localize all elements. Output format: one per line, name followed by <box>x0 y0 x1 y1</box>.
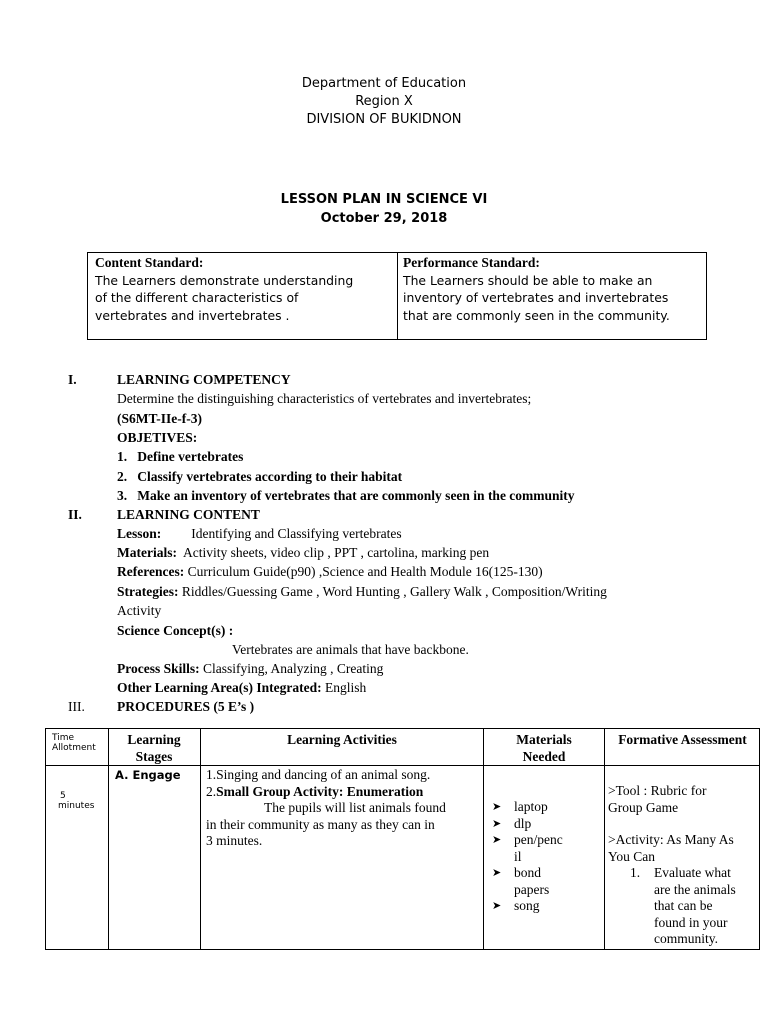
assessment-item-line: are the animals <box>654 881 736 897</box>
references-row <box>117 564 543 580</box>
materials-list-item: ➤ pen/penc <box>492 832 563 847</box>
assessment-tool-line: >Tool : Rubric for <box>608 783 707 798</box>
assessment-tool-line: Group Game <box>608 799 679 815</box>
lesson-label: Lesson: <box>117 526 162 541</box>
assessment-activity-line: You Can <box>608 848 656 864</box>
header-materials-line: Needed <box>522 748 566 764</box>
content-standard-line: of the different characteristics of <box>95 290 299 305</box>
materials-label: Materials: <box>117 545 177 560</box>
objective-number: 2. <box>117 469 128 484</box>
strategies-continuation: Activity <box>117 603 162 618</box>
activity-line: 3 minutes. <box>206 833 263 848</box>
materials-list-item: ➤ dlp <box>492 815 532 831</box>
competency-text: Determine the distinguishing characteristics of vertebrates and invertebrates; <box>117 391 532 406</box>
header-stages-line: Stages <box>135 748 173 764</box>
section-number: III. <box>68 699 85 714</box>
science-concept-label: Science Concept(s) : <box>117 623 234 638</box>
materials-list-item-continued: papers <box>514 881 550 897</box>
header-department: Department of Education <box>301 76 467 91</box>
section-title-procedures: PROCEDURES (5 E’s ) <box>117 699 255 714</box>
assessment-activity-line: >Activity: As Many As <box>608 832 734 847</box>
activity-title: Small Group Activity: Enumeration <box>216 783 424 799</box>
objective-number: 3. <box>117 488 128 503</box>
materials-list <box>486 799 602 915</box>
performance-standard-line: that are commonly seen in the community. <box>403 307 670 323</box>
process-skills-row <box>117 661 383 677</box>
standards-table <box>87 252 707 340</box>
objective-text: Make an inventory of vertebrates that are commonly seen in the community <box>137 488 575 503</box>
header-region: Region X <box>355 94 413 109</box>
section-title-content: LEARNING CONTENT <box>117 507 260 522</box>
strategies-value: Riddles/Guessing Game , Word Hunting , Gallery Walk , Composition/Writing <box>181 584 607 599</box>
performance-standard-line: inventory of vertebrates and invertebrates <box>403 290 669 305</box>
activity-line: 1.Singing and dancing of an animal song. <box>206 767 431 782</box>
stage-engage: A. Engage <box>115 768 181 782</box>
header-formative-assessment: Formative Assessment <box>618 732 747 747</box>
materials-row <box>117 545 489 561</box>
other-areas-row <box>117 680 366 696</box>
materials-list-item: ➤ bond <box>492 865 541 880</box>
materials-list-item: ➤ laptop <box>492 799 548 814</box>
header-time-allotment <box>52 733 96 753</box>
assessment-item-line: that can be <box>654 898 713 913</box>
section-number: I. <box>68 372 77 387</box>
objective-item <box>117 469 402 485</box>
activity-line <box>206 784 481 801</box>
assessment-item-line: found in your <box>654 914 728 930</box>
lesson-date: October 29, 2018 <box>320 211 448 226</box>
activity-number: 2. <box>206 783 217 799</box>
header-division: DIVISION OF BUKIDNON <box>306 112 462 127</box>
lesson-value: Identifying and Classifying vertebrates <box>191 526 402 541</box>
objectives-label: OBJETIVES: <box>117 430 198 445</box>
content-standard-line: The Learners demonstrate understanding <box>95 272 354 288</box>
header-materials-line: Materials <box>516 732 572 747</box>
performance-standard-heading: Performance Standard: <box>403 255 540 270</box>
content-standard-heading: Content Standard: <box>95 255 204 270</box>
references-value: Curriculum Guide(p90) ,Science and Health Module 16(125-130) <box>187 564 543 579</box>
science-concept-value: Vertebrates are animals that have backbone. <box>232 642 469 657</box>
performance-standard-cell <box>403 254 703 324</box>
assessment-item-line: Evaluate what <box>654 865 731 880</box>
header-time-line: Allotment <box>52 743 96 753</box>
header-learning-stages <box>109 732 199 765</box>
materials-list-item-continued: il <box>514 848 522 864</box>
objective-text: Define vertebrates <box>137 449 244 464</box>
lesson-row <box>117 526 402 542</box>
process-skills-value: Classifying, Analyzing , Creating <box>203 661 384 676</box>
standards-divider <box>397 253 398 339</box>
objective-item <box>117 488 575 504</box>
header-materials-needed <box>484 732 604 765</box>
materials-list-item: ➤ song <box>492 898 540 913</box>
time-allotment-value <box>58 791 94 811</box>
process-skills-label: Process Skills: <box>117 661 200 676</box>
references-label: References: <box>117 564 185 579</box>
performance-standard-line: The Learners should be able to make an <box>403 272 653 288</box>
objective-number: 1. <box>117 449 128 464</box>
activity-line: The pupils will list animals found <box>264 800 446 815</box>
assessment-item <box>608 865 758 948</box>
procedures-table <box>45 728 760 950</box>
section-number: II. <box>68 507 82 522</box>
assessment-cell <box>608 783 758 948</box>
time-allotment-unit: minutes <box>58 801 95 811</box>
content-standard-line: vertebrates and invertebrates . <box>95 307 290 323</box>
header-row-divider <box>46 765 759 766</box>
content-standard-cell <box>95 254 393 324</box>
assessment-item-line: community. <box>654 931 718 946</box>
arrow-bullet-icon: ➤ <box>492 817 502 830</box>
competency-code: (S6MT-IIe-f-3) <box>117 411 202 426</box>
materials-value: Activity sheets, video clip , PPT , cartolina, marking pen <box>183 545 490 560</box>
arrow-bullet-icon: ➤ <box>492 834 502 846</box>
section-title-competency: LEARNING COMPETENCY <box>117 372 291 387</box>
objective-item <box>117 449 243 465</box>
strategies-row <box>117 584 607 600</box>
activity-line: in their community as many as they can in <box>206 816 435 832</box>
assessment-item-number: 1. <box>630 865 641 880</box>
header-time-line: Time <box>52 733 75 743</box>
other-areas-value: English <box>324 680 367 695</box>
arrow-bullet-icon: ➤ <box>492 867 502 879</box>
arrow-bullet-icon: ➤ <box>492 900 502 912</box>
header-learning-activities: Learning Activities <box>287 732 397 747</box>
time-allotment-number: 5 <box>60 791 66 801</box>
objective-text: Classify vertebrates according to their habitat <box>137 469 403 484</box>
column-divider <box>200 729 201 949</box>
strategies-label: Strategies: <box>117 584 179 599</box>
other-areas-label: Other Learning Area(s) Integrated: <box>117 680 322 695</box>
header-stages-line: Learning <box>127 732 181 747</box>
column-divider <box>604 729 605 949</box>
engage-activities <box>206 767 481 850</box>
page-title: LESSON PLAN IN SCIENCE VI <box>280 192 488 207</box>
arrow-bullet-icon: ➤ <box>492 801 502 813</box>
